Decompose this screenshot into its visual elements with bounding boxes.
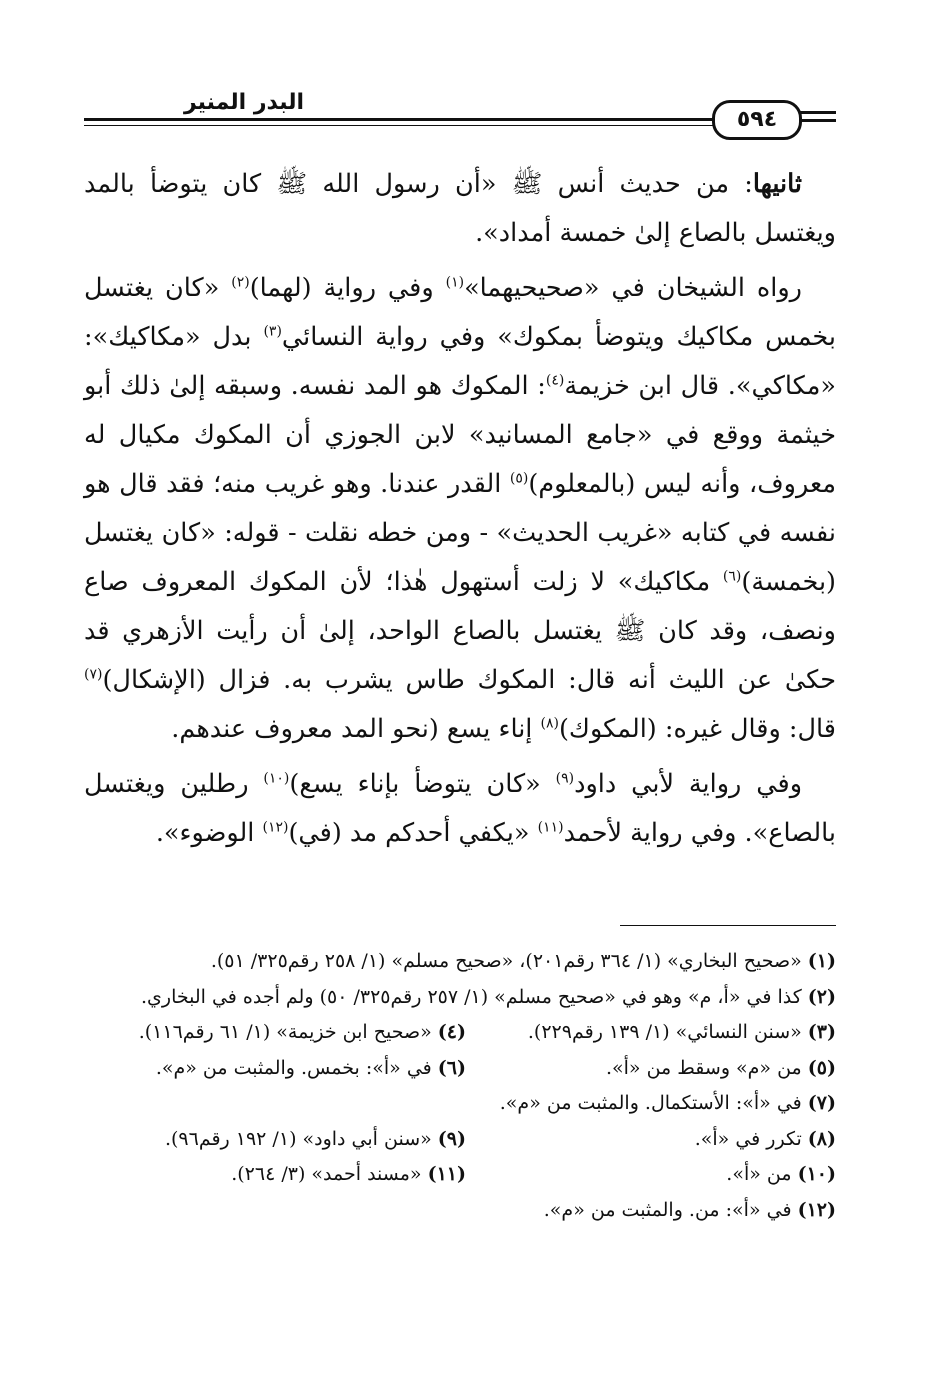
header-rule-thin	[84, 125, 744, 126]
paragraph-text: الوضوء».	[155, 818, 263, 848]
footnote-number: (٢)	[807, 985, 836, 1008]
footnote	[84, 1193, 836, 1229]
footnote-row	[84, 1051, 836, 1087]
footnote	[96, 1015, 466, 1051]
paragraph-text: وفي رواية (لهما)	[249, 273, 446, 303]
footnote-ref: (٥)	[509, 470, 529, 487]
paragraph-text: القدر عندنا. وهو غريب منه؛ فقد قال هو نفسه في كتابه «غريب الحديث» - ومن خطه نقلت - قوله: «كان يغتسل (بخمسة)	[84, 469, 836, 597]
footnote	[466, 1015, 836, 1051]
paragraph-text: «كان يتوضأ بإناء يسع)	[289, 769, 556, 799]
footnote-number: (٦)	[437, 1056, 466, 1079]
footnote-text: «صحيح البخاري» (١/ ٣٦٤ رقم٢٠١)، «صحيح مسلم» (١/ ٢٥٨ رقم٣٢٥/ ٥١).	[210, 950, 808, 972]
footnote-ref: (٩)	[555, 770, 575, 787]
footnote	[96, 1157, 466, 1193]
footnote	[466, 1051, 836, 1087]
paragraph-text: إناء يسع (نحو المد معروف عندهم.	[171, 714, 541, 744]
header-ornament-line	[800, 119, 836, 122]
footnote-text: في «أ»: بخمس. والمثبت من «م».	[155, 1056, 438, 1079]
footnote-ref: (١١)	[537, 819, 564, 836]
footnote-ref: (١٠)	[263, 770, 290, 787]
book-title: البدر المنير	[183, 90, 304, 115]
header-ornament-line	[800, 111, 836, 114]
footnote-ref: (٤)	[545, 372, 565, 389]
paragraph-text: بدل «مكاكيك»: «مكاكي». قال ابن خزيمة	[84, 322, 836, 401]
footnote	[84, 944, 836, 980]
footnote	[84, 1086, 836, 1122]
footnote-number: (٧)	[807, 1092, 836, 1114]
page-number: ٥٩٤	[712, 100, 802, 140]
footnote-ref: (٦)	[722, 568, 742, 585]
footnote-number: (١٠)	[797, 1163, 836, 1185]
footnote-text: كذا في «أ، م» وهو في «صحيح مسلم» (١/ ٢٥٧ رقم٣٢٥/ ٥٠) ولم أجده في البخاري.	[140, 985, 808, 1008]
footnote-number: (١١)	[427, 1163, 466, 1185]
footnote	[466, 1122, 836, 1158]
paragraph-text: قال: وقال غيره: (المكوك)	[558, 714, 836, 744]
footnote-row	[84, 1015, 836, 1051]
footnote-text: في «أ»: من. والمثبت من «م».	[543, 1198, 798, 1221]
footnote-number: (٩)	[437, 1127, 466, 1150]
footnote	[96, 1051, 466, 1087]
footnote-number: (٤)	[437, 1021, 466, 1043]
footnote	[466, 1157, 836, 1193]
paragraph-text: رواه الشيخان في «صحيحيهما»	[464, 273, 802, 303]
footnote-number: (٥)	[807, 1056, 836, 1079]
footnote-ref: (٧)	[84, 666, 103, 683]
paragraph	[84, 264, 836, 754]
footnote-text: «مسند أحمد» (٣/ ٢٦٤).	[231, 1163, 428, 1185]
footnote-text: من «م» وسقط من «أ».	[605, 1056, 808, 1079]
footnote-number: (٨)	[807, 1127, 836, 1150]
footnote-text: تكرر في «أ».	[694, 1127, 808, 1150]
footnote-text: من «أ».	[726, 1163, 798, 1185]
footnote-ref: (٨)	[540, 715, 559, 732]
footnote-ref: (١)	[445, 274, 465, 291]
paragraph-text: «كان يغتسل بخمس مكاكيك ويتوضأ بمكوك» وفي رواية النسائي	[84, 273, 836, 352]
footnote-number: (١٢)	[797, 1198, 836, 1221]
footnote	[96, 1122, 466, 1158]
footnote-text: «سنن النسائي» (١/ ١٣٩ رقم٢٢٩).	[527, 1021, 808, 1043]
footnote-text: «صحيح ابن خزيمة» (١/ ٦١ رقم١١٦).	[138, 1021, 438, 1043]
paragraph-text: : المكوك هو المد نفسه. وسبقه إلىٰ ذلك أبو خيثمة ووقع في «جامع المسانيد» لابن الجوزي أن المكوك مكيال له معروف، وأنه ليس (بالمعلوم)	[84, 371, 836, 499]
footnote-ref: (١٢)	[262, 819, 289, 836]
main-text	[84, 160, 836, 864]
footnote-text: «سنن أبي داود» (١/ ١٩٢ رقم٩٦).	[164, 1127, 438, 1150]
paragraph	[84, 760, 836, 858]
paragraph	[84, 160, 836, 258]
paragraph-text: رطلين ويغتسل بالصاع». وفي رواية لأحمد	[84, 769, 836, 848]
paragraph-text: «يكفي أحدكم مد (في)	[288, 818, 538, 848]
footnote-ref: (٣)	[263, 323, 282, 340]
footnote-row	[84, 1122, 836, 1158]
footnote-row	[84, 1157, 836, 1193]
paragraph-text: وفي رواية لأبي داود	[574, 769, 803, 799]
footnote	[84, 980, 836, 1016]
footnote-number: (٣)	[807, 1021, 836, 1043]
page-header	[84, 84, 836, 136]
footnote-separator	[620, 925, 836, 926]
footnote-number: (١)	[807, 950, 836, 972]
footnote-text: في «أ»: الأستكمال. والمثبت من «م».	[499, 1092, 808, 1114]
footnote-ref: (٢)	[231, 274, 250, 291]
header-rule	[84, 118, 744, 121]
paragraph-text: : من حديث أنس ﷺ «أن رسول الله ﷺ كان يتوضأ بالمد ويغتسل بالصاع إلىٰ خمسة أمداد».	[84, 169, 836, 248]
paragraph-lead: ثانيها	[752, 169, 802, 199]
paragraph-text: مكاكيك» لا زلت أستهول هٰذا؛ لأن المكوك المعروف صاع ونصف، وقد كان ﷺ يغتسل بالصاع الواحد، إلىٰ أن رأيت الأزهري قد حكىٰ عن الليث أنه قال: المكوك طاس يشرب به. فزال (الإشكال)	[84, 567, 836, 695]
footnotes	[84, 944, 836, 1228]
